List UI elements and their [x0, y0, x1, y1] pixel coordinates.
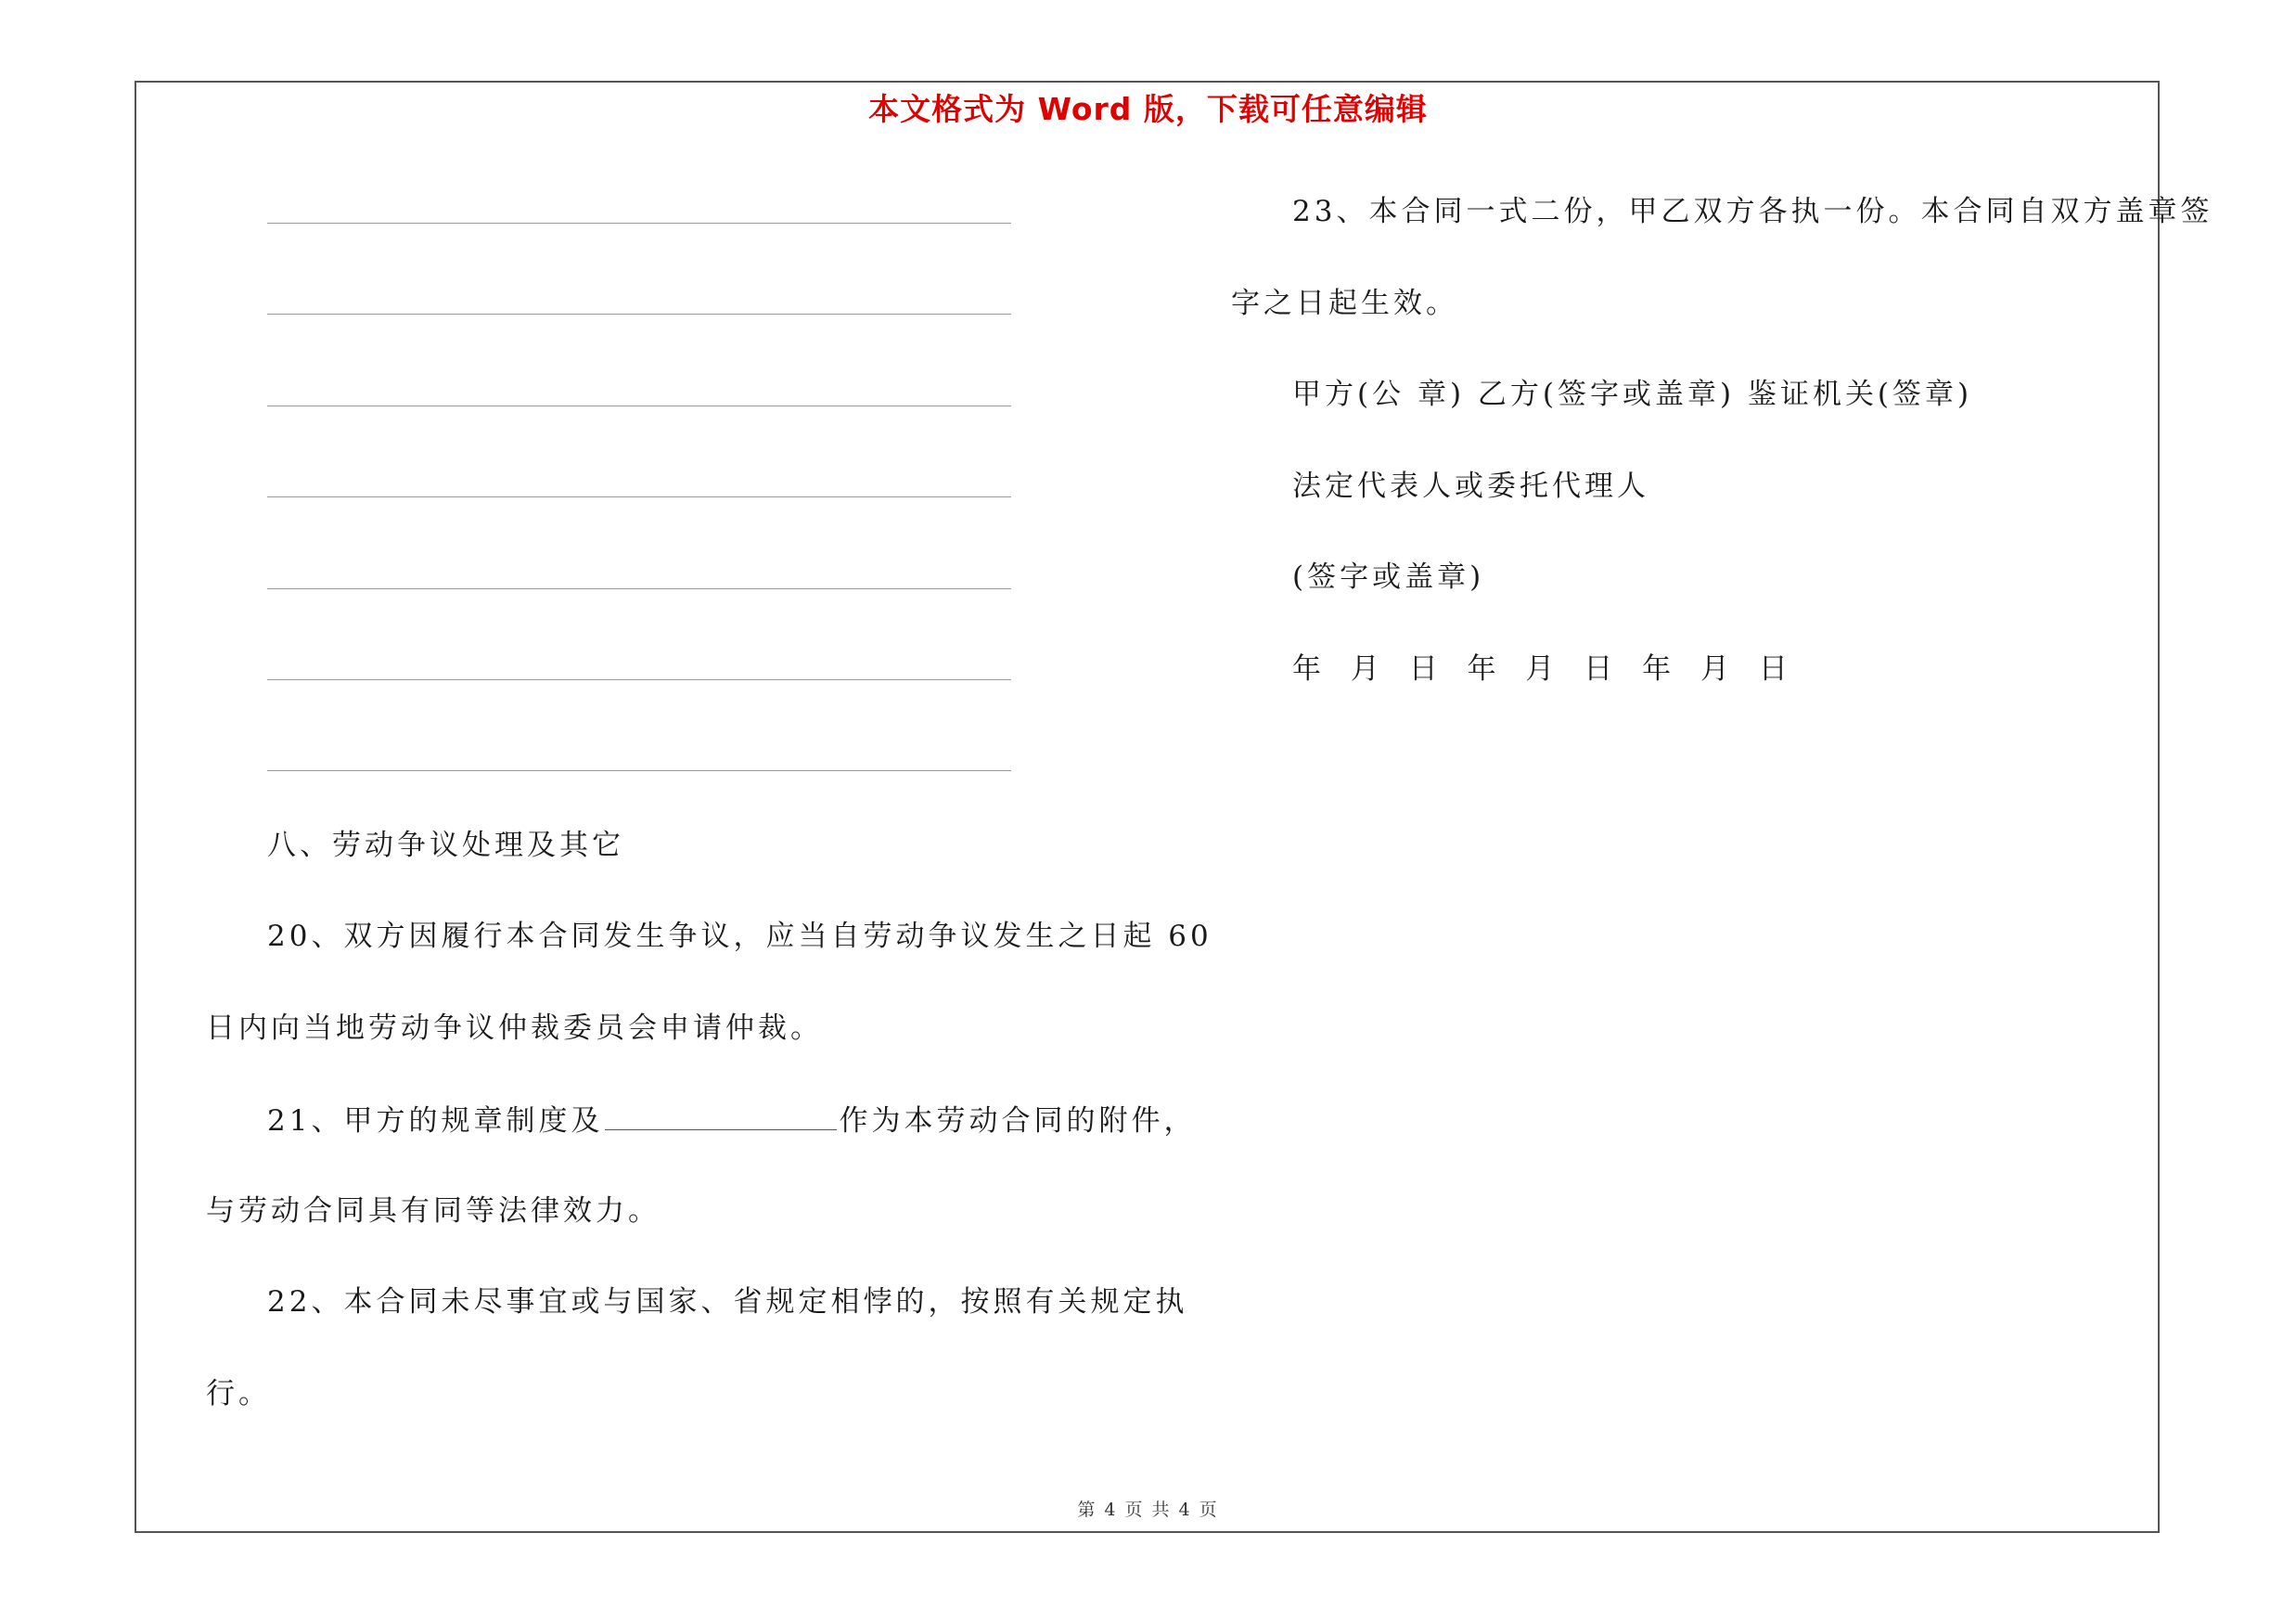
section-heading: 八、劳动争议处理及其它 [267, 829, 624, 862]
clause-21-line-1 [267, 1105, 1196, 1136]
clause-21-before: 21、甲方的规章制度及 [267, 1104, 604, 1138]
clause-23-line-1: 23、本合同一式二份，甲乙双方各执一份。本合同自双方盖章签 [1292, 195, 2213, 228]
clause-22-line-1: 22、本合同未尽事宜或与国家、省规定相悖的，按照有关规定执 [267, 1285, 1188, 1319]
blank-fill-line [267, 679, 1011, 680]
clause-20-line-2: 日内向当地劳动争议仲裁委员会申请仲裁。 [206, 1011, 823, 1045]
blank-fill-line [267, 314, 1011, 315]
clause-21-line-2: 与劳动合同具有同等法律效力。 [206, 1194, 661, 1228]
clause-21-after: 作为本劳动合同的附件， [839, 1104, 1197, 1138]
date-fields: 年 月 日 年 月 日 年 月 日 [1292, 652, 1791, 686]
blank-fill-line [267, 588, 1011, 589]
clause-23-line-2: 字之日起生效。 [1231, 287, 1458, 320]
signature-parties: 甲方(公 章) 乙方(签字或盖章) 鉴证机关(签章) [1292, 378, 1973, 411]
blank-fill-line [267, 770, 1011, 771]
page-number-footer: 第 4 页 共 4 页 [1077, 1500, 1219, 1520]
blank-fill-line [267, 223, 1011, 224]
blank-fill-line [267, 496, 1011, 497]
clause-20-line-1: 20、双方因履行本合同发生争议，应当自劳动争议发生之日起 60 [267, 920, 1212, 953]
legal-representative: 法定代表人或委托代理人 [1292, 470, 1649, 503]
clause-21-blank [605, 1105, 837, 1130]
sign-or-seal: (签字或盖章) [1292, 560, 1485, 594]
clause-22-line-2: 行。 [206, 1377, 271, 1410]
word-format-banner: 本文格式为 Word 版，下载可任意编辑 [868, 91, 1428, 127]
